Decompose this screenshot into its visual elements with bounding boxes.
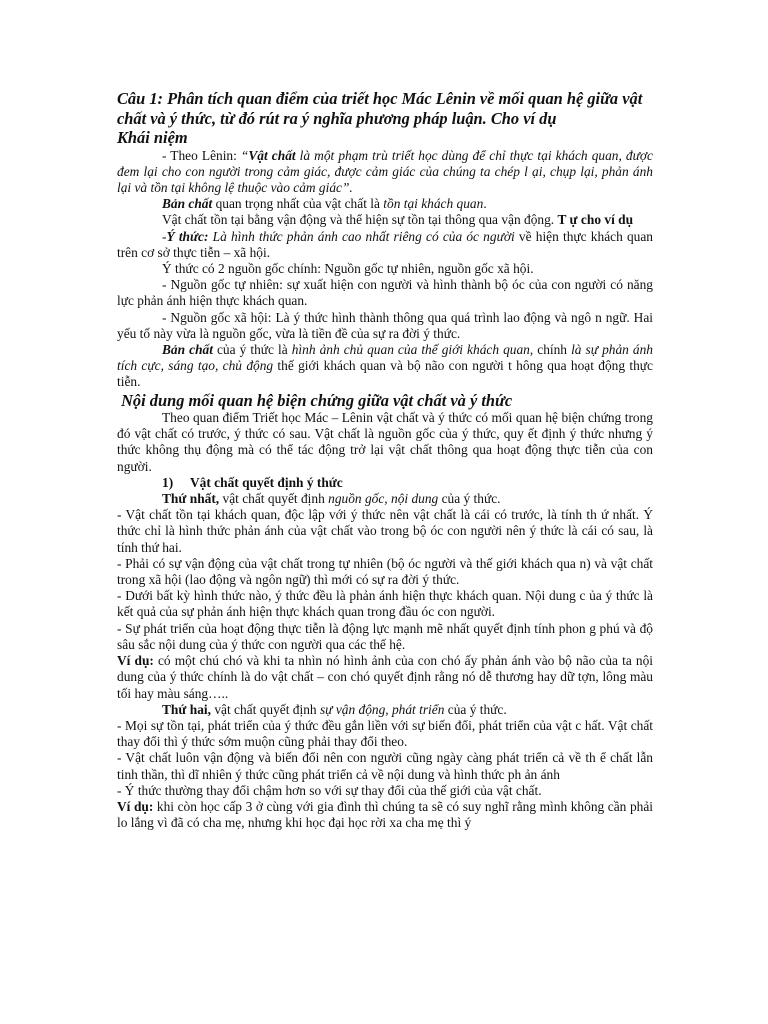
paragraph-lenin-definition: - Theo Lênin: “Vật chất là một phạm trù triết học dùng để chỉ thực tại khách quan, được đem lại cho con người trong cảm giác, được cảm giác của chúng ta chép l ại, chụp lại, phản ánh lại và tồn tại không lệ thuộc vào cảm giác”. <box>117 147 653 195</box>
bullet-su-van-dong: - Phải có sự vận động của vật chất trong tự nhiên (bộ óc người và thế giới khách qua n) và vật chất trong xã hội (lao động và ngôn ngữ) thì mới có sự ra đời ý thức. <box>117 555 653 588</box>
paragraph-thu-nhat: Thứ nhất, vật chất quyết định nguồn gốc, nội dung của ý thức. <box>162 491 501 507</box>
bullet-bien-doi: - Mọi sự tồn tại, phát triển của ý thức đều gắn liền với sự biến đổi, phát triển của vật c hất. Vật chất thay đổi thì ý thức sớm muộn cũng phải thay đổi theo. <box>117 717 653 750</box>
heading-khai-niem: Khái niệm <box>117 128 188 147</box>
bullet-ton-tai-khach-quan: - Vật chất tồn tại khách quan, độc lập với ý thức nên vật chất là cái có trước, là tính th ứ nhất. Ý thức chỉ là hình thức phản ánh của vật chất vào trong bộ óc con người nên ý thức là cái có sau, là tính thứ hai. <box>117 507 653 555</box>
bullet-thuc-tien: - Sự phát triển của hoạt động thực tiễn là động lực mạnh mẽ nhất quyết định tính phon g phú và độ sâu sắc nội dung của ý thức con người qua các thế hệ. <box>117 620 653 652</box>
paragraph-van-dong: Vật chất tồn tại bằng vận động và thể hiện sự tồn tại thông qua vận động. T ự cho ví dụ <box>162 212 634 228</box>
bullet-thay-doi-cham: - Ý thức thường thay đổi chậm hơn so với sự thay đổi của thế giới của vật chất. <box>117 782 542 798</box>
example-con-cho: Ví dụ: có một chú chó và khi ta nhìn nó hình ảnh của con chó ấy phản ánh vào bộ não của ta nội dung của ý thức chính là do vật chất – con chó quyết định rằng nó dễ thương hay dữ tợn, lông màu tối hay màu sáng….. <box>117 653 653 701</box>
heading-noi-dung: Nội dung mối quan hệ biện chứng giữa vật chất và ý thức <box>117 390 513 410</box>
example-cap-3: Ví dụ: khi còn học cấp 3 ở cùng với gia đình thì chúng ta sẽ có suy nghĩ rằng mình không cần phải lo lắng vì đã có cha mẹ, nhưng khi học đại học rời xa cha mẹ thì ý <box>117 798 654 831</box>
bullet-phan-anh: - Dưới bất kỳ hình thức nào, ý thức đều là phản ánh hiện thực khách quan. Nội dung c ủa ý thức là kết quả của sự phản ánh hiện thực khách quan trong đầu óc con người. <box>117 588 653 620</box>
question-title: Câu 1: Phân tích quan điểm của triết học Mác Lênin về mối quan hệ giữa vật chất và ý thức, từ đó rút ra ý nghĩa phương pháp luận. Cho ví dụ <box>117 89 643 128</box>
document-page <box>117 89 653 831</box>
bullet-phat-trien: - Vật chất luôn vận động và biến đổi nên con người cũng ngày càng phát triển cả về th ể chất lẫn tinh thần, thì dĩ nhiên ý thức cũng phát triển cả về nội dung và hình thức ph ản ánh <box>117 750 653 782</box>
paragraph-ban-chat-vat-chat: Bản chất quan trọng nhất của vật chất là tồn tại khách quan. <box>162 196 487 212</box>
paragraph-y-thuc-definition: -Ý thức: Là hình thức phản ánh cao nhất riêng có của óc người về hiện thực khách quan trên cơ sở thực tiễn – xã hội. <box>117 228 653 260</box>
paragraph-quan-diem: Theo quan điểm Triết học Mác – Lênin vật chất và ý thức có mối quan hệ biện chứng trong đó vật chất có trước, ý thức có sau. Vật chất là nguồn gốc của ý thức, quy ết định ý thức nhưng ý thức không thụ động mà có thể tác động trở lại vật chất thông qua hoạt động thực tiễn của con người. <box>117 410 653 474</box>
paragraph-nguon-goc-xa-hoi: - Nguồn gốc xã hội: Là ý thức hình thành thông qua quá trình lao động và ngô n ngữ. Hai yếu tố này vừa là nguồn gốc, vừa là tiền đề của sự ra đời ý thức. <box>117 309 653 341</box>
paragraph-thu-hai: Thứ hai, vật chất quyết định sự vận động, phát triển của ý thức. <box>162 701 507 717</box>
paragraph-ban-chat-y-thuc: Bản chất của ý thức là hình ảnh chủ quan của thế giới khách quan, chính là sự phản ánh tích cực, sáng tạo, chủ động thế giới khách quan và bộ não con người t hông qua hoạt động thực tiễn. <box>117 341 654 390</box>
paragraph-nguon-goc-tu-nhien: - Nguồn gốc tự nhiên: sự xuất hiện con người và hình thành bộ óc của con người có năng lực phản ánh hiện thực khách quan. <box>117 277 653 309</box>
list-item-vat-chat-quyet-dinh: 1) Vật chất quyết định ý thức <box>162 474 343 490</box>
paragraph-nguon-goc: Ý thức có 2 nguồn gốc chính: Nguồn gốc tự nhiên, nguồn gốc xã hội. <box>162 260 534 276</box>
